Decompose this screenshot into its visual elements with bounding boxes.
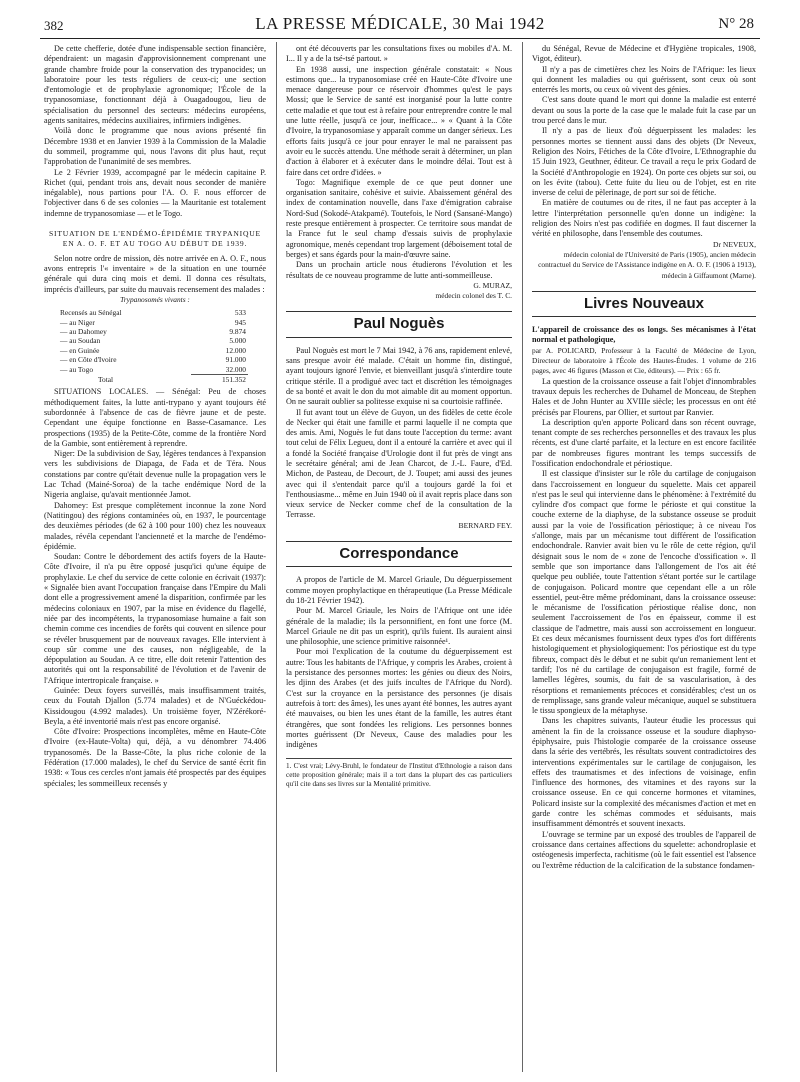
paragraph: C'est sans doute quand le mort qui donne la maladie est enterré devant ou sous la porte de la case que le malade fuit la case par un trou percé dans le mur. [532,95,756,126]
row-label: — en Côte d'Ivoire [60,355,117,365]
total-value: 151.352 [191,374,248,384]
section-title: SITUATION DE L'ENDÉMO-ÉPIDÉMIE TRYPANIQUE EN A. O. F. ET AU TOGO AU DÉBUT DE 1939. [49,229,261,249]
paragraph: Le 2 Février 1939, accompagné par le médecin capitaine P. Richet (qui, pendant trois ans, devait nous seconder de manière inégalable), nous partions pour l'A. O. F. nous efforcer de l'objectiver dans 6 de ses colonies — la Mauritanie est totalement indemne de trypanosomiase — et le Togo. [44,167,266,218]
paragraph: Togo: Magnifique exemple de ce que peut donner une organisation sanitaire, cohésive et suivie. Abaissement général des index de contamination nouvelle, dans l'axe d'émigration cabraise Nord-Sud (Sokodé-Atakpamé). Toutefois, le Nord (Sansané-Mango) reste presque entièrement à prospecter. Ce territoire sous mandat de la France fut le seul champ d'essais suivis de prophylaxie agronomique, menés cependant trop largement (déboisement total de berges) et sans égards pour la main-d'œuvre saine. [286,177,512,259]
signature-title: médecin colonel des T. C. [435,291,512,301]
row-value: 9.874 [229,326,246,336]
paragraph: Niger: De la subdivision de Say, légères tendances à l'expansion vers les subdivisions de Diapaga, de Fada et de Téra. Nous constations par contre qu'était devenue nulle la propagation vers le Lac Tchad (Mainé-Soroa) de la tache endémique Nord de la Nigeria anglaise, qu'avait mentionnée Jamot. [44,449,266,500]
paragraph: SITUATIONS LOCALES. — Sénégal: Peu de choses méthodiquement faites, la lutte anti-trypano y ayant toujours été subordonnée à l'absence de cas de fièvre jaune et de peste. Cependant une équipe fonctionne en Basse-Casamance. Les prospections (1935) de la Petite-Côte, comme de la frontière Nord de la Gambie, sont entièrement à reprendre. [44,387,266,448]
total-label: Total [98,374,114,384]
paragraph: Dans les chapitres suivants, l'auteur étudie les processus qui amènent la fin de la croissance osseuse et la soudure diaphyso-épiphysaire, puis l'histologie comparée de la croissance osseuse dans la série des vertébrés, les résultats souvent contradictoires des interventions expérimentales sur le cartilage de conjugaison, les effets des traumatismes et des infections de voisinage, enfin l'influence des hormones, des vitamines et des rayons sur la croissance osseuse. En ce qui concerne hormones et vitamines, Policard insiste sur la complexité des mécanismes d'action et met en garde contre les schémas commodes et séduisants, mais insuffisamment démontrés et souvent inexacts. [532,716,756,829]
row-label: — au Togo [60,364,94,374]
signature: Dr NEVEUX, [712,239,756,249]
column-divider [522,42,523,1072]
paragraph: Côte d'Ivoire: Prospections incomplètes, même en Haute-Côte d'Ivoire (ex-Haute-Volta) qui, déjà, a vu dénombrer 74.406 trypanosomés. De la Basse-Côte, la plus riche colonie de la Fédération (17.000 malades), le chef du Service de santé écrit fin 1938: « Tous ces cercles n'ont jamais été prospectés par des équipes spéciales; les sommeilleux recensés y [44,727,266,788]
header-rule [40,38,760,39]
row-value: 5.000 [229,336,246,346]
table-total-row [58,374,248,384]
table-row [58,318,248,327]
row-value: 945 [234,317,246,327]
heading-nogues: Paul Noguès [286,311,512,337]
table-row [58,336,248,345]
row-label: Recensés au Sénégal [60,308,122,318]
table-row [58,355,248,364]
row-value: 533 [234,308,246,318]
paragraph: Il est classique d'insister sur le rôle du cartilage de conjugaison dans l'accroissement en longueur du squelette. Mais cet appareil n'est pas le seul qui intervienne dans le phénomène: à l'extrémité du cylindre d'os compact que forme le périoste et qui constitue la couche externe de la diaphyse, de la substance osseuse se produit aussi par la voie de l'ossification périostique; à ce niveau l'os s'allonge, mais par un mécanisme tout différent de l'ossification endochondrale. Ranvier avait bien vu le rôle de cette région, qu'il désignait sous le nom de « zone de l'encoche d'ossification ». Il semble que son importance dans l'allongement de l'os ait été quelque peu oubliée, toute l'attention s'étant portée sur le cartilage de conjugaison. Policard montre que cependant elle a un rôle essentiel, peut-être même prédominant, dans la croissance osseuse: le mécanisme de l'ossification périostique réalise donc, non seulement l'accroissement de l'os en épaisseur, comme il est classique de l'admettre, mais aussi son accroissement en longueur. Et ces deux mécanismes fournissent deux types d'os fort différents histologiquement et physiologiquement: l'os périostique est du type fibreux, compact dès le début et ne subit qu'un remaniement lent et tardif; l'os né du cartilage de conjugaison est fragile, formé de lamelles légères, soumis, du fait de sa vascularisation, à des résorptions et remaniements précoces et considérables; c'est un os de remplissage, sans grande valeur mécanique, auquel se substituera le tissu spongieux de la métaphyse. [532,469,756,716]
paragraph: Voilà donc le programme que nous avions présenté fin Décembre 1938 et en Janvier 1939 à la Commission de la Maladie du sommeil, programme qui, nous l'avons dit plus haut, reçut l'approbation de l'unanimité de ses membres. [44,126,266,167]
signature-title: médecin colonial de l'Université de Paris (1905), ancien médecin contractuel du Service de l'Assistance indigène en A. O. F. (1906 à 1913), médecin à Giffaumont (Marne). [538,249,756,280]
column-divider [276,42,277,1072]
paragraph: Paul Noguès est mort le 7 Mai 1942, à 76 ans, rapidement enlevé, sans presque avoir été malade. C'était un homme fin, distingué, ayant toujours ignoré l'envie, et bienveillant jusqu'à s'interdire toute critique stérile. Il a prodigué avec tact et discrétion les témoignages de sa bonté et avait le don du mot aimable dit au moment opportun. On ne saurait oublier sa politesse exquise ni sa courtoisie raffinée. [286,345,512,407]
paragraph: Il fut avant tout un élève de Guyon, un des fidèles de cette école de Necker qui était une famille et parmi laquelle il ne compta que des amis. Ami, Noguès le fut dans toute l'acception du terme: avant tout celui de Félix Legueu, dont il a entouré la carrière et avec qui il a fondé la Société française d'Urologie dont il fut près de vingt ans le secrétaire général; ami de Jean Charcot, de J.-L. Faure, d'Ed. Michon, de Pasteau, de Decourt, de J. Toupet; ami aussi des jeunes avec qui il s'entendait parce qu'il a toujours gardé la foi et l'enthousiasme... même en Juin 1940 où il avait repris place dans son vieux service de Necker comme chef de la consultation de la Terrasse. [286,407,512,520]
paragraph: Soudan: Contre le débordement des actifs foyers de la Haute-Côte d'Ivoire, il n'a pu être opposé jusqu'ici qu'une équipe de prophylaxie. Le chef du service de cette colonie en écrivait (1937): « Signalée bien avant l'occupation française dans l'Empire du Mali dont elle a progressivement amené la disparition, confirmée par les médecins coloniaux en 1907, par la mise en évidence du flagellé, niée par des incompétents, la trypanosomiase humaine a fait son chemin comme ces incendies de forêts qui couvent en silence pour se révéler brusquement par de nouveaux ravages. Elle intervient à coup sûr comme une des causes, non négligeable, de la dépopulation au Soudan. A ce titre, elle doit retenir l'attention des autorités qui ont la responsabilité de l'évolution et de l'avenir de l'Afrique intertropicale française. » [44,552,266,685]
paragraph: La question de la croissance osseuse a fait l'objet d'innombrables travaux depuis les recherches de Duhamel de Monceau, de Stephen Hales et de John Hunter au XVIIIe siècle; les processus en ont été précisés par Flourens, par Ollier, et surtout par Ranvier. [532,376,756,417]
signature: BERNARD FEY. [458,520,512,530]
paragraph: En matière de coutumes ou de rites, il ne faut pas accepter à la lettre l'interprétation personnelle qu'en donne un indigène: la religion des Noirs n'est pas codifiée en dogmes. Il faut discerner la vérité en philosophe, dans l'ensemble des coutumes. [532,198,756,239]
row-label: — au Soudan [60,336,101,346]
paragraph: La description qu'en apporte Policard dans son récent ouvrage, tenant compte de ses recherches personnelles et des travaux les plus récents, est d'une clarté parfaite, et la lecture en est encore facilitée par de nombreuses figures montrant les temps successifs de l'ossification endochondrale et périostique. [532,417,756,468]
paragraph: du Sénégal, Revue de Médecine et d'Hygiène tropicales, 1908, Vigot, éditeur). [532,44,756,64]
paragraph: Selon notre ordre de mission, dès notre arrivée en A. O. F., nous avons entrepris l'« inventaire » de la situation en une tournée générale qui dura cinq mois et demi. Il donna ces résultats, imprécis d'ailleurs, par suite du mauvais recensement des malades : [44,253,266,294]
row-value: 91.000 [225,355,246,365]
table-row [58,327,248,336]
column-3 [532,44,756,871]
footnote: 1. C'est vrai; Lévy-Bruhl, le fondateur de l'Institut d'Ethnologie a raison dans cette proposition générale; mais il a tort dans la plupart des cas particuliers qu'il cite dans ses livres sur la Mentalité primitive. [286,758,512,789]
paragraph: L'ouvrage se termine par un exposé des troubles de l'appareil de croissance dans certaines affections du squelette: achondroplasie et ostéogenesis imperfecta, rachitisme (où le fait essentiel est l'absence ou l'extrême réduction de la calcification de la substance fondamen- [532,829,756,870]
table-row [58,308,248,317]
book-title: L'appareil de croissance des os longs. Ses mécanismes à l'état normal et pathologique, [532,325,756,345]
row-label: — au Dahomey [60,326,107,336]
book-meta: par A. POLICARD, Professeur à la Faculté de Médecine de Lyon, Directeur de laboratoire à l'École des Hautes-Études. 1 volume de 216 pages, avec 46 figures (Masson et Cie, éditeurs). — Prix : 65 fr. [532,345,756,376]
row-value: 32.000 [225,364,246,374]
row-value: 12.000 [225,345,246,355]
paragraph: A propos de l'article de M. Marcel Griaule, Du déguerpissement comme moyen prophylactique en thérapeutique (La Presse Médicale du 18-21 Février 1942). [286,575,512,605]
page-number: 382 [44,18,64,33]
column-1 [44,44,266,789]
issue-number: N° 28 [718,16,754,32]
paragraph: Il n'y a pas de lieux d'où déguerpissent les malades: les personnes mortes se tiennent aussi dans des objets (Dr Neveux, Religion des Noirs, Fétiches de la Côte d'Ivoire, L'Ethnographie du 15 Juin 1923, Geuthner, éditeur. Ce travail a reçu le prix Godard de la Société d'Anthropologie en 1924). On porte ces objets sur soi, ou on les évite (tabou). Cette fuite du lieu ou de l'objet, est en rite inverse de celui de pèlerinage, de port sur soi de fétiche. [532,126,756,198]
row-label: — en Guinée [60,345,100,355]
heading-correspondance: Correspondance [286,541,512,567]
table-row [58,346,248,355]
heading-livres-nouveaux: Livres Nouveaux [532,291,756,317]
table-row [58,365,248,375]
signature: G. MURAZ, [473,280,512,290]
paragraph: Pour moi l'explication de la coutume du déguerpissement est autre: Tous les habitants de l'Afrique, y compris les Arabes, croient à la persistance des personnes mortes: les génies ou dieux des Noirs, les djinn des Arabes (et des juifs incultes de l'Afrique du Nord). C'est sur la croyance en la persistance des personnes (je disais autrefois à tort: des âmes), les unes ayant été bonnes, les autres ayant été mauvaises, ou bien les unes étant de la famille, les autres étant étrangères, que sont fondées les religions. Les personnes bonnes mortes guérissent (Dr Neveux, Cause des maladies pour les indigènes [286,647,512,750]
paragraph: De cette chefferie, dotée d'une indispensable section financière, dépendraient: un magasin d'approvisionnement comprenant une grande chambre froide pour la conservation des trypanocides; un laboratoire pour les tests réguliers de ceux-ci; une section d'entomologie et de prophylaxie agronomique; l'École de la trypanosomiase, fonctionnant déjà à Ouagadougou, lieu de spécialisation du personnel des secteurs: médecins européens, agents sanitaires, médecins auxiliaires, infirmiers indigènes. [44,44,266,126]
paragraph: En 1938 aussi, une inspection générale constatait: « Nous estimons que... la trypanosomiase créé en Haute-Côte d'Ivoire une menace dangereuse pour ce réservoir d'hommes qu'est le pays Mossi; que le Service de santé est inorganisé pour la lutte contre cette maladie et que tout est à refaire pour entreprendre contre le mal une lutte réelle, jusqu'à ce jour, inefficace... » « Quant à la Côte d'Ivoire, la trypanosomiase y apparaît comme un danger sérieux. Les efforts faits jusqu'à ce jour pour enrayer le mal ne paraissent pas avoir eu le succès attendu. Une méthode serait à déterminer, un plan d'action à élaborer et à exécuter dans le moindre délai. Tout est à faire dans cet ordre d'idées. » [286,64,512,177]
paragraph: Dahomey: Est presque complètement inconnue la zone Nord (Natitingou) des régions contaminées où, en 1937, le pourcentage des deuxièmes périodes (de 62 à 100 pour 100) chez les nouveaux malades, révéla cependant l'ancienneté et la marche de l'endémo-épidémie. [44,500,266,551]
page-header [40,14,760,38]
stats-caption: Trypanosomés vivants : [120,294,190,304]
paragraph: Pour M. Marcel Griaule, les Noirs de l'Afrique ont une idée générale de la maladie; ils la personnifient, en font une force (M. Marcel Griaule ne dit pas un esprit), qu'ils fuient. Ils auraient ainsi une philosophie, une science primitive raisonnée¹. [286,606,512,647]
paragraph: Il n'y a pas de cimetières chez les Noirs de l'Afrique: les lieux qui donnent les maladies ou qui guérissent, sont ceux où sont enterrés les morts, ou ceux où vivent des génies. [532,64,756,95]
patients-table [58,308,248,384]
journal-title: LA PRESSE MÉDICALE, 30 Mai 1942 [255,14,545,33]
paragraph: ont été découverts par les consultations fixes ou mobiles d'A. M. I... Il y a de la tsé-tsé partout. » [286,44,512,64]
row-label: — au Niger [60,317,95,327]
paragraph: Guinée: Deux foyers surveillés, mais insuffisamment traités, ceux du Foutah Djallon (5.774 malades) et de N'Guéckédou-Kissidougou (4.992 malades). Un troisième foyer, N'Zérékoré-Beyla, a été inventorié mais n'est pas encore organisé. [44,685,266,726]
column-2 [286,44,512,789]
paragraph: Dans un prochain article nous étudierons l'évolution et les résultats de ce nouveau programme de lutte anti-sommeilleuse. [286,260,512,280]
